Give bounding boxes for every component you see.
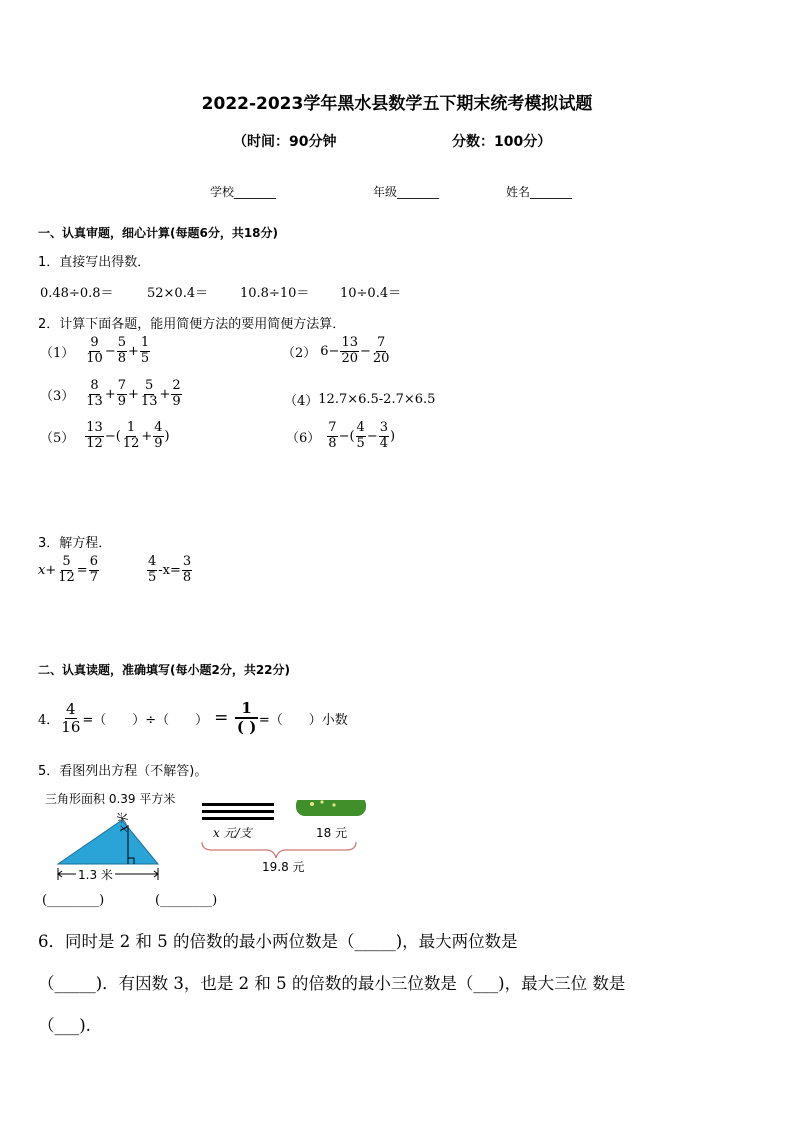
q2-problem-4: （4） 12.7×6.5-2.7×6.5: [284, 392, 436, 409]
q2-problem-5: （5） $\frac{13}{12}$ −( $\frac{1}{12}$ + $\frac{4}{9}$ ): [40, 420, 170, 451]
q1-item: 10.8÷10＝: [240, 286, 310, 301]
pencil-case-icon: [296, 800, 366, 816]
q4-problem: 4． $\frac{4}{16}$ =（ ）÷（ ） = $\frac{1}{( )}$ =（ ）小数: [38, 699, 348, 737]
triangle-shape: [58, 820, 158, 864]
equation-1: x+ $\frac{5}{12}$ = $\frac{6}{7}$: [38, 554, 98, 585]
problem-label: （2）: [282, 345, 317, 361]
case-price: 18 元: [316, 826, 348, 840]
q1-item: 0.48÷0.8＝: [40, 286, 114, 301]
pencil-icon: [202, 810, 274, 813]
grade-field[interactable]: 年级_______: [373, 185, 440, 199]
problem-label: （3）: [40, 388, 75, 404]
total-brace: [202, 842, 356, 858]
q3-prompt: 3．解方程．: [38, 536, 112, 551]
q2-problem-2: （2） 6− $\frac{13}{20}$ − $\frac{7}{20}$: [282, 335, 390, 366]
base-label: 1.3 米: [78, 868, 113, 882]
q6-line-3: （___).: [38, 1016, 91, 1035]
pencil-icon: [202, 817, 274, 820]
section2-heading: 二、认真读题，准确填写(每小题2分，共22分): [38, 663, 291, 677]
problem-label: （4）: [284, 394, 319, 409]
problem-label: （1）: [40, 345, 75, 361]
school-field[interactable]: 学校_______: [210, 185, 277, 199]
height-label: x米: [116, 813, 130, 832]
pencil-price: x 元/支: [213, 826, 252, 840]
problem-label: （6）: [286, 430, 321, 446]
q2-prompt: 2．计算下面各题，能用简便方法的要用简便方法算．: [38, 317, 346, 332]
pencil-icon: [202, 803, 274, 806]
q6-line-2: （_____)．有因数 3，也是 2 和 5 的倍数的最小三位数是（___)，最大三位 数是: [38, 974, 626, 993]
q2-problem-1: （1） $\frac{9}{10}$ − $\frac{5}{8}$ + $\frac{1}{5}$: [40, 335, 150, 366]
q5-prompt: 5．看图列出方程（不解答)。: [38, 764, 208, 779]
name-field[interactable]: 姓名_______: [506, 185, 573, 199]
score-info: 分数：100分）: [452, 134, 552, 150]
equation-2: $\frac{4}{5}$ -x= $\frac{3}{8}$: [148, 554, 192, 585]
q1-prompt: 1．直接写出得数．: [38, 255, 151, 270]
triangle-caption: 三角形面积 0.39 平方米: [45, 792, 176, 806]
answer-blank-1[interactable]: (________): [42, 893, 105, 908]
answer-blank-2[interactable]: (________): [155, 893, 218, 908]
q1-item: 52×0.4＝: [147, 286, 209, 301]
section1-heading: 一、认真审题，细心计算(每题6分，共18分): [38, 226, 279, 240]
total-price: 19.8 元: [262, 860, 305, 874]
q2-problem-3: （3） $\frac{8}{13}$ + $\frac{7}{9}$ + $\frac{5}{13}$ + $\frac{2}{9}$: [40, 378, 181, 409]
q2-problem-6: （6） $\frac{7}{8}$ −( $\frac{4}{5}$ − $\frac{3}{4}$ ): [286, 420, 396, 451]
problem-label: （5）: [40, 430, 75, 446]
page-title: 2022-2023学年黑水县数学五下期末统考模拟试题: [201, 94, 593, 114]
time-info: （时间：90分钟: [233, 134, 337, 150]
q1-item: 10÷0.4＝: [340, 286, 402, 301]
q6-line-1: 6．同时是 2 和 5 的倍数的最小两位数是（_____)，最大两位数是: [38, 932, 518, 951]
